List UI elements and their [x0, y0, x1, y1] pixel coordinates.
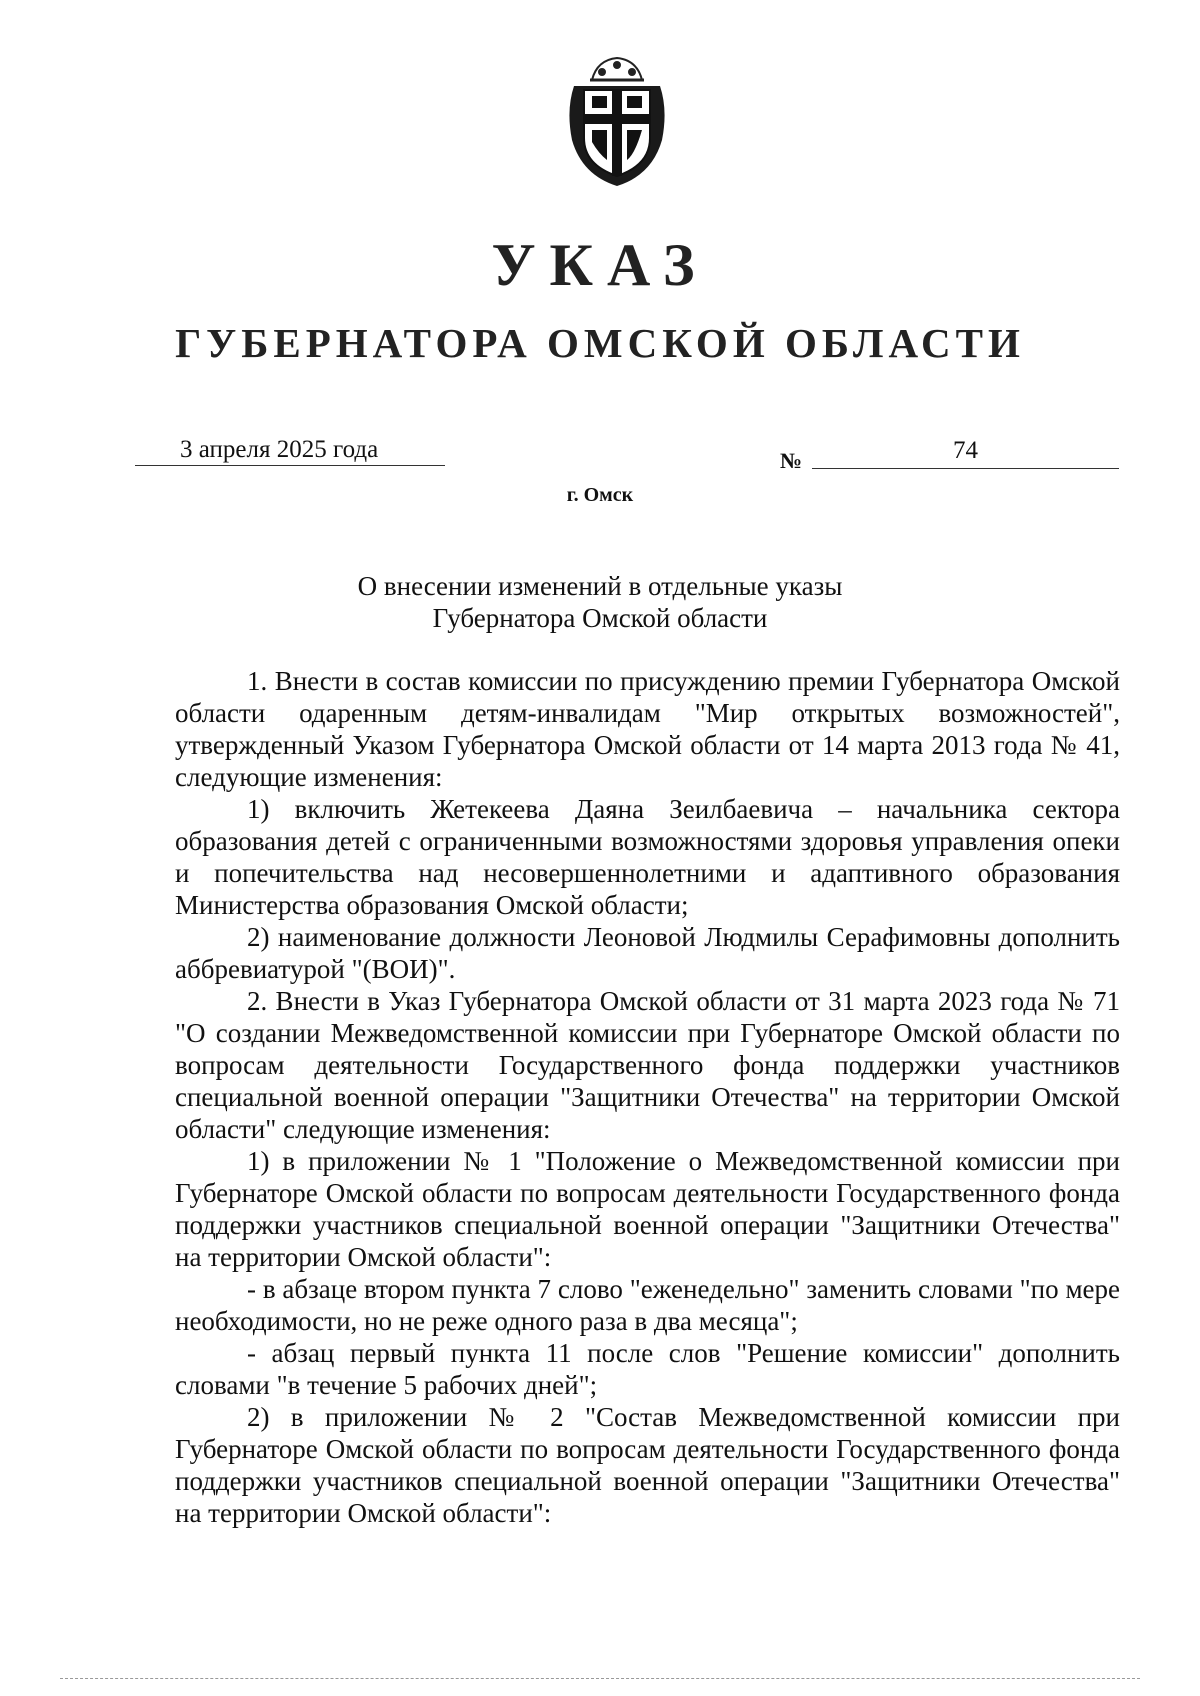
paragraph: - в абзаце втором пункта 7 слово "еженедельно" заменить словами "по мере необходимости, но не реже одного раза в два месяца";: [175, 1274, 1120, 1336]
document-date: 3 апреля 2025 года: [135, 435, 445, 466]
number-label: №: [780, 448, 803, 473]
paragraph: 1) в приложении № 1 "Положение о Межведомственной комиссии при Губернаторе Омской области по вопросам деятельности Государственного фонда поддержки участников специальной военной операции "Защитники Отечества" на территории Омской области":: [175, 1146, 1120, 1272]
number-field: [812, 436, 1119, 469]
document-place: г. Омск: [566, 484, 634, 506]
paragraph: - абзац первый пункта 11 после слов "Решение комиссии" дополнить словами "в течение 5 рабочих дней";: [175, 1338, 1120, 1400]
paragraph: 2. Внести в Указ Губернатора Омской области от 31 марта 2023 года № 71 "О создании Межведомственной комиссии при Губернаторе Омской области по вопросам деятельности Государственного фонда поддержки участников специальной военной операции "Защитники Отечества" на территории Омской области" следующие изменения:: [175, 986, 1120, 1144]
subject-line-2: Губернатора Омской области: [432, 603, 768, 633]
coat-of-arms-icon: [562, 50, 672, 190]
document-subtitle: ГУБЕРНАТОРА ОМСКОЙ ОБЛАСТИ: [175, 320, 1025, 366]
subject-line-1: О внесении изменений в отдельные указы: [357, 571, 843, 601]
paragraph: 2) наименование должности Леоновой Людмилы Серафимовны дополнить аббревиатурой "(ВОИ)".: [175, 922, 1120, 984]
paragraph: 1. Внести в состав комиссии по присуждению премии Губернатора Омской области одаренным детям-инвалидам "Мир открытых возможностей", утвержденный Указом Губернатора Омской области от 14 марта 2013 года № 41, следующие изменения:: [175, 666, 1120, 792]
paragraph: 2) в приложении № 2 "Состав Межведомственной комиссии при Губернаторе Омской области по вопросам деятельности Государственного фонда поддержки участников специальной военной операции "Защитники Отечества" на территории Омской области":: [175, 1402, 1120, 1528]
page-bottom-divider: [60, 1678, 1140, 1679]
document-number: 74: [953, 437, 978, 464]
document-subject: [0, 570, 1200, 634]
document-body: [175, 665, 1120, 1529]
paragraph: 1) включить Жетекеева Даяна Зеилбаевича – начальника сектора образования детей с ограниченными возможностями здоровья управления опеки и попечительства над несовершеннолетними и адаптивного образования Министерства образования Омской области;: [175, 794, 1120, 920]
document-title: УКАЗ: [491, 232, 709, 298]
